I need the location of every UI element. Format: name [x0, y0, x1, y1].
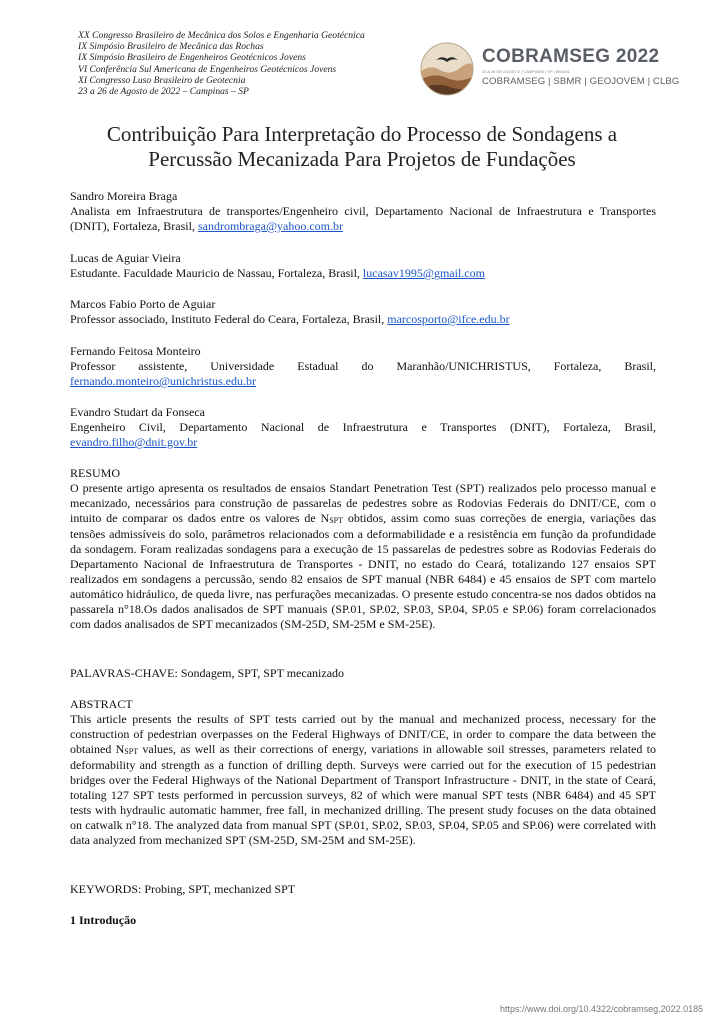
author-name: Lucas de Aguiar Vieira — [70, 251, 181, 265]
abstract-heading: ABSTRACT — [70, 697, 133, 711]
title-line: Percussão Mecanizada Para Projetos de Fundações — [148, 147, 576, 171]
conference-line: XX Congresso Brasileiro de Mecânica dos Solos e Engenharia Geotécnica — [78, 30, 365, 41]
author-name: Fernando Feitosa Monteiro — [70, 344, 201, 358]
author-name: Evandro Studart da Fonseca — [70, 405, 205, 419]
author-email-link[interactable]: evandro.filho@dnit.gov.br — [70, 435, 198, 449]
doi-footer-link[interactable]: https://www.doi.org/10.4322/cobramseg.2022.0185 — [500, 1004, 704, 1014]
resumo-section — [70, 466, 656, 632]
conference-line: IX Simpósio Brasileiro de Engenheiros Geotécnicos Jovens — [78, 52, 306, 64]
author-affiliation: Analista em Infraestrutura de transportes/Engenheiro civil, Departamento Nacional de Infraestrutura e Transportes (DNIT), Fortaleza, Brasil, sandrombraga@yahoo.com.br — [70, 204, 656, 233]
section-heading: 1 Introdução — [70, 913, 137, 927]
author-name: Marcos Fabio Porto de Aguiar — [70, 297, 216, 311]
conference-line: VI Conferência Sul Americana de Engenheiros Geotécnicos Jovens — [78, 63, 337, 75]
abstract-text: This article presents the results of SPT tests carried out by the manual and mechanized process, necessary for the construction of pedestrian overpasses on the Federal Highways of DNIT/CE, in order to compare the data between the obtained $N_{SPT}$ values, as well as their corrections of energy, variations in allowable soil stresses, parameters related to deformability and strength as a function of drilling depth. Surveys were carried out for the execution of 15 pedestrian bridges over the Federal Highways of the National Department of Transport Infrastructure - DNIT, in the state of Ceará, totaling 127 SPT tests performed in percussion surveys, 82 of which were manual SPT tests (NBR 6484) and 45 SPT tests with hydraulic automatic hammer, free fall, in mechanized drilling. The present study focuses on the data obtained on catwalk n°18. The analyzed data from manual SPT (SP.01, SP.02, SP.03, SP.04, SP.05 and SP.06) were correlated with data analyzed from mechanized SPT (SM-25D, SM-25M and SM-25E). — [70, 712, 656, 847]
author-block — [70, 405, 656, 450]
author-affiliation: Professor associado, Instituto Federal do Ceara, Fortaleza, Brasil, marcosporto@ifce.edu.br — [70, 312, 510, 326]
author-email-link[interactable]: fernando.monteiro@unichristus.edu.br — [70, 374, 257, 388]
author-affiliation: Professor assistente, Universidade Estadual do Maranhão/UNICHRISTUS, Fortaleza, Brasil, fernando.monteiro@unichristus.edu.br — [70, 359, 656, 388]
author-block — [70, 189, 656, 234]
author-email-link[interactable]: marcosporto@ifce.edu.br — [387, 312, 510, 326]
logo-wordmark: COBRAMSEG 2022 — [482, 46, 660, 67]
logo-organizations: COBRAMSEG | SBMR | GEOJOVEM | CLBG — [482, 76, 680, 87]
abstract-section — [70, 697, 656, 848]
conference-line: XI Congresso Luso Brasileiro de Geotecnia — [78, 74, 246, 86]
author-block — [70, 251, 656, 281]
author-block — [70, 344, 656, 389]
author-affiliation: Engenheiro Civil, Departamento Nacional de Infraestrutura e Transportes (DNIT), Fortaleza, Brasil, evandro.filho@dnit.gov.br — [70, 420, 656, 449]
paper-title — [60, 122, 664, 172]
conference-line: IX Simpósio Brasileiro de Mecânica das Rochas — [78, 41, 264, 53]
author-email-link[interactable]: sandrombraga@yahoo.com.br — [197, 219, 343, 233]
conference-header — [78, 30, 365, 97]
cobramseg-logo — [420, 42, 680, 96]
title-line: Contribuição Para Interpretação do Processo de Sondagens a — [106, 122, 618, 146]
resumo-text: O presente artigo apresenta os resultados de ensaios Standart Penetration Test (SPT) realizados pelo processo manual e mecanizado, necessários para construção de passarelas de pedestres sobre as Rodovias Federais do DNIT/CE, com o intuito de comparar os dados entre os valores de $N_{SPT}$ obtidos, assim como suas correções de energia, variações das tensões admissíveis do solo, parâmetros relacionados com a deformabilidade e a resistência em função da profundidade da sondagem. Foram realizadas sondagens para a execução de 15 passarelas de pedestres sobre as Rodovias Federais do Departamento Nacional de Infraestrutura de Transportes - DNIT, no estado do Ceará, totalizando 127 ensaios SPT realizados em sondagens a percussão, sendo 82 ensaios de SPT manual (NBR 6484) e 45 ensaios de SPT com martelo automático hidráulico, de queda livre, nas perfurações mecanizadas. O presente estudo concentra-se nos dados obtidos na passarela n°18.Os dados analisados de SPT manuais (SP.01, SP.02, SP.03, SP.04, SP.05 e SP.06) foram correlacionados com dados analisados de SPT mecanizados (SM-25D, SM-25M e SM-25E). — [70, 481, 656, 631]
resumo-heading: RESUMO — [70, 466, 121, 480]
logo-subline: 23 A 26 DE AGOSTO | CAMPINAS | SP | BRASIL — [482, 69, 571, 74]
author-name: Sandro Moreira Braga — [70, 189, 178, 203]
conference-dates: 23 a 26 de Agosto de 2022 – Campinas – SP — [78, 86, 249, 98]
palavras-chave: PALAVRAS-CHAVE: Sondagem, SPT, SPT mecanizado — [70, 666, 345, 680]
keywords: KEYWORDS: Probing, SPT, mechanized SPT — [70, 882, 296, 896]
author-affiliation: Estudante. Faculdade Mauricio de Nassau, Fortaleza, Brasil, lucasav1995@gmail.com — [70, 266, 485, 280]
author-email-link[interactable]: lucasav1995@gmail.com — [362, 266, 485, 280]
author-block — [70, 297, 656, 327]
logo-emblem-icon — [420, 42, 474, 96]
